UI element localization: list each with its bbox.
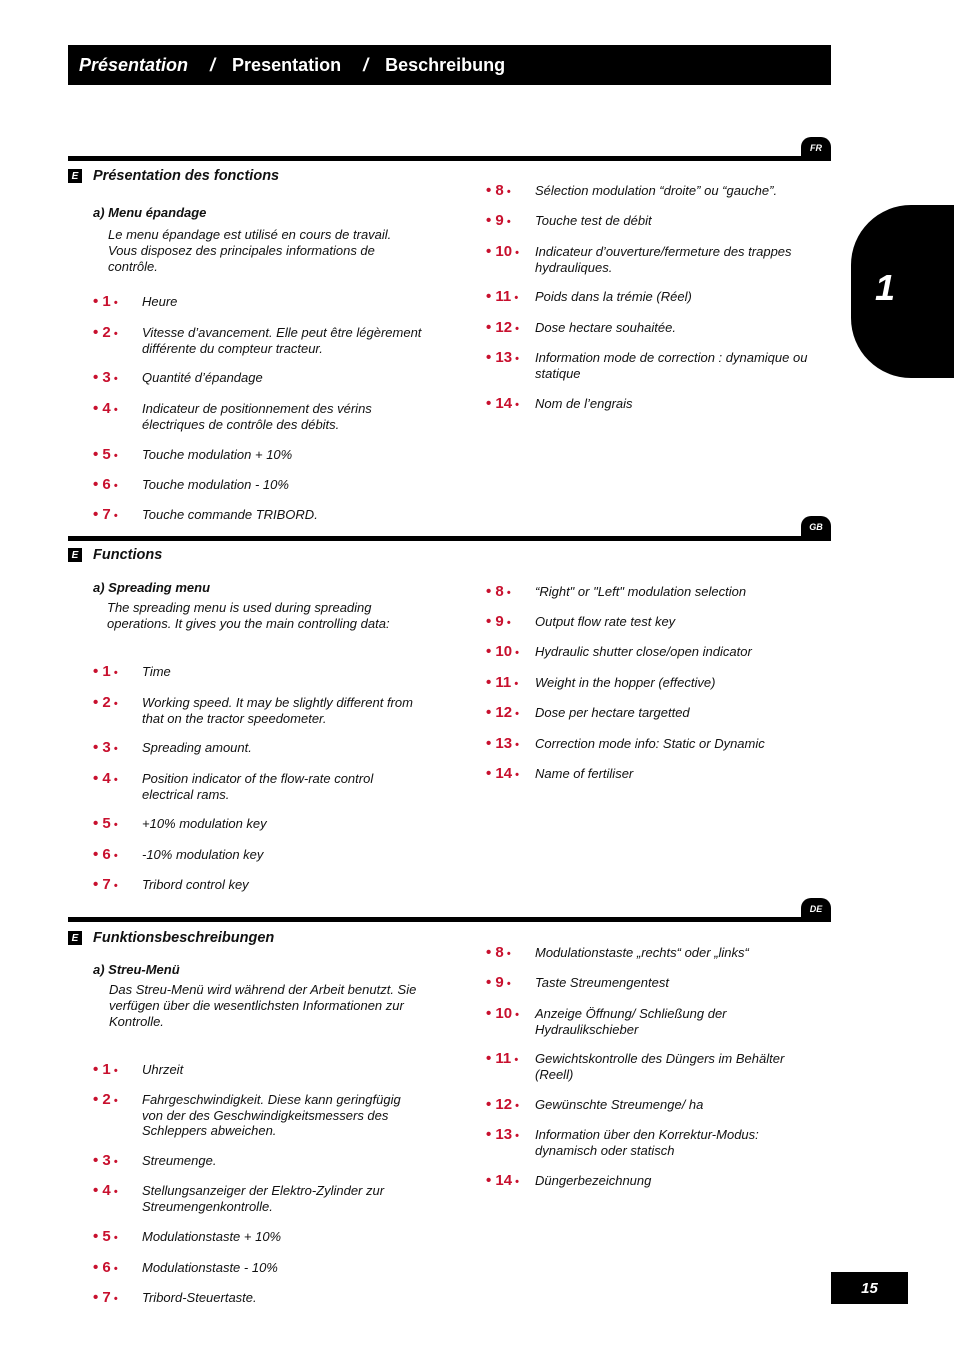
item-number: [93, 477, 142, 494]
bullet-icon: •: [110, 450, 118, 462]
header-title-gb: Presentation: [232, 54, 342, 75]
item-number-value: 4: [102, 770, 111, 787]
item-number-value: 1: [102, 293, 111, 310]
item-text: Taste Streumengentest: [535, 975, 669, 990]
section-title-de: [68, 930, 274, 946]
list-item: [486, 945, 815, 962]
item-text: Modulationstaste „rechts“ oder „links“: [535, 945, 749, 960]
list-item: [486, 1097, 815, 1114]
list-item: [486, 705, 815, 722]
bullet-icon: •: [486, 1096, 496, 1113]
bullet-icon: •: [486, 735, 496, 752]
list-item: [93, 771, 422, 802]
bullet-icon: •: [110, 1156, 118, 1168]
list-item: [93, 1062, 422, 1079]
e-box-icon: E: [68, 169, 82, 183]
item-text: Correction mode info: Static or Dynamic: [535, 736, 765, 751]
page-number: 15: [831, 1272, 908, 1304]
bullet-icon: •: [486, 704, 496, 721]
bullet-icon: •: [110, 480, 118, 492]
item-number: [93, 401, 142, 418]
item-text: Sélection modulation “droite” ou “gauche”.: [535, 183, 778, 198]
bullet-icon: •: [512, 647, 520, 659]
item-number: [93, 771, 142, 788]
item-number: [93, 816, 142, 833]
bullet-icon: •: [512, 1130, 520, 1142]
item-text: -10% modulation key: [142, 847, 264, 862]
bullet-icon: •: [93, 324, 103, 341]
item-number-value: 1: [102, 1061, 111, 1078]
list-item: [93, 370, 422, 387]
section-rule: [68, 156, 831, 161]
item-number: [486, 614, 535, 631]
item-number-value: 11: [495, 674, 512, 691]
list-item: [486, 614, 815, 631]
item-number: [93, 740, 142, 757]
item-number-value: 7: [102, 1289, 111, 1306]
bullet-icon: •: [110, 373, 118, 385]
bullet-icon: •: [93, 293, 103, 310]
list-item: [93, 740, 422, 757]
item-text: Hydraulic shutter close/open indicator: [535, 644, 752, 659]
item-number-value: 2: [102, 1091, 111, 1108]
item-number-value: 6: [102, 846, 111, 863]
item-number-value: 3: [102, 739, 111, 756]
item-text: Gewünschte Streumenge/ ha: [535, 1097, 704, 1112]
item-number: [93, 877, 142, 894]
item-number-value: 5: [102, 815, 111, 832]
item-number: [93, 1062, 142, 1079]
bullet-icon: •: [110, 328, 118, 340]
section-rule: [68, 917, 831, 922]
list-item: [486, 1127, 815, 1158]
list-item: [93, 1153, 422, 1170]
item-text: Dose per hectare targetted: [535, 705, 690, 720]
bullet-icon: •: [503, 948, 511, 960]
header-bar: [68, 45, 831, 85]
item-text: Poids dans la trémie (Réel): [535, 289, 692, 304]
item-number: [93, 447, 142, 464]
item-number: [93, 370, 142, 387]
item-text: Gewichtskontrolle des Düngers im Behälter (Reell): [535, 1051, 785, 1082]
list-item: [486, 1006, 815, 1037]
bullet-icon: •: [93, 446, 103, 463]
lang-badge-gb: GB: [801, 516, 831, 537]
item-number-value: 2: [102, 324, 111, 341]
bullet-icon: •: [512, 247, 520, 259]
item-text: Touche modulation + 10%: [142, 447, 293, 462]
bullet-icon: •: [93, 694, 103, 711]
bullet-icon: •: [486, 1126, 496, 1143]
chapter-number: 1: [875, 267, 896, 308]
bullet-icon: •: [503, 186, 511, 198]
section-title-fr: [68, 168, 279, 184]
bullet-icon: •: [110, 1293, 118, 1305]
bullet-icon: •: [512, 323, 520, 335]
item-text: Düngerbezeichnung: [535, 1173, 652, 1188]
bullet-icon: •: [486, 182, 496, 199]
bullet-icon: •: [110, 1065, 118, 1077]
bullet-icon: •: [512, 399, 520, 411]
item-text: Time: [142, 664, 171, 679]
item-number: [93, 1260, 142, 1277]
header-separator: /: [210, 54, 216, 75]
bullet-icon: •: [93, 739, 103, 756]
bullet-icon: •: [110, 510, 118, 522]
item-text: Fahrgeschwindigkeit. Diese kann geringfügig von der des Geschwindigkeitsmessers des Schleppers abweichen.: [142, 1092, 401, 1138]
item-text: Quantité d’épandage: [142, 370, 263, 385]
e-box-icon: E: [68, 548, 82, 562]
bullet-icon: •: [93, 663, 103, 680]
item-text: Information mode de correction : dynamique ou statique: [535, 350, 808, 381]
bullet-icon: •: [486, 643, 496, 660]
bullet-icon: •: [486, 349, 496, 366]
item-number: [93, 664, 142, 681]
item-number-value: 5: [102, 446, 111, 463]
list-item: [486, 396, 815, 413]
item-number-value: 4: [102, 1182, 111, 1199]
item-text: Modulationstaste - 10%: [142, 1260, 278, 1275]
item-number: [93, 325, 142, 342]
list-item: [93, 1183, 422, 1214]
item-number: [486, 1051, 535, 1068]
intro-fr: Le menu épandage est utilisé en cours de travail. Vous disposez des principales informations de contrôle.: [108, 227, 392, 274]
list-item: [93, 1260, 422, 1277]
list-item: [486, 350, 815, 381]
list-item: [486, 975, 815, 992]
item-number-value: 13: [495, 1126, 513, 1143]
bullet-icon: •: [93, 770, 103, 787]
list-item: [93, 477, 422, 494]
bullet-icon: •: [512, 1009, 520, 1021]
item-number-value: 13: [495, 349, 513, 366]
list-item: [93, 877, 422, 894]
list-item: [486, 644, 815, 661]
list-item: [486, 289, 815, 306]
item-number-value: 10: [495, 1005, 513, 1022]
header-title-de: Beschreibung: [385, 54, 506, 75]
list-item: [486, 320, 815, 337]
bullet-icon: •: [486, 765, 496, 782]
bullet-icon: •: [93, 369, 103, 386]
item-number-value: 6: [102, 476, 111, 493]
bullet-icon: •: [93, 846, 103, 863]
item-number: [486, 975, 535, 992]
bullet-icon: •: [486, 1005, 496, 1022]
intro-gb: The spreading menu is used during spreading operations. It gives you the main controlling data:: [107, 600, 390, 631]
item-number-value: 12: [495, 319, 513, 336]
e-box-icon: E: [68, 931, 82, 945]
list-item: [93, 1290, 422, 1307]
bullet-icon: •: [486, 974, 496, 991]
list-item: [486, 183, 815, 200]
item-text: Spreading amount.: [142, 740, 252, 755]
bullet-icon: •: [511, 292, 519, 304]
subsection-title-de: a) Streu-Menü: [93, 962, 180, 977]
bullet-icon: •: [486, 395, 496, 412]
item-number-value: 10: [495, 243, 513, 260]
bullet-icon: •: [110, 698, 118, 710]
item-number: [486, 1127, 535, 1144]
item-text: Heure: [142, 294, 178, 309]
item-text: +10% modulation key: [142, 816, 267, 831]
chapter-tab: [851, 205, 954, 378]
item-text: Vitesse d’avancement. Elle peut être légèrement différente du compteur tracteur.: [142, 325, 422, 356]
list-item: [93, 294, 422, 311]
list-item: [486, 1051, 815, 1082]
item-number: [486, 644, 535, 661]
item-text: Name of fertiliser: [535, 766, 634, 781]
list-item: [93, 1092, 422, 1139]
list-item: [486, 213, 815, 230]
item-number-value: 6: [102, 1259, 111, 1276]
item-number: [93, 1092, 142, 1109]
item-number-value: 12: [495, 1096, 513, 1113]
list-item: [93, 447, 422, 464]
bullet-icon: •: [486, 288, 496, 305]
list-item: [486, 584, 815, 601]
bullet-icon: •: [110, 743, 118, 755]
item-text: “Right" or "Left" modulation selection: [535, 584, 747, 599]
item-number: [486, 766, 535, 783]
list-item: [486, 766, 815, 783]
item-text: Touche commande TRIBORD.: [142, 507, 318, 522]
bullet-icon: •: [110, 1186, 118, 1198]
item-text: Streumenge.: [142, 1153, 217, 1168]
item-text: Working speed. It may be slightly different from that on the tractor speedometer.: [142, 695, 413, 726]
list-item: [486, 1173, 815, 1190]
bullet-icon: •: [503, 216, 511, 228]
item-number-value: 13: [495, 735, 513, 752]
item-number: [486, 350, 535, 367]
bullet-icon: •: [110, 880, 118, 892]
item-number: [486, 1006, 535, 1023]
item-number: [486, 675, 535, 692]
item-number-value: 4: [102, 400, 111, 417]
section-title-text: Présentation des fonctions: [93, 168, 280, 184]
list-item: [93, 325, 422, 356]
item-text: Tribord-Steuertaste.: [142, 1290, 257, 1305]
intro-de: Das Streu-Menü wird während der Arbeit benutzt. Sie verfügen über die wesentlichsten Informationen zur Kontrolle.: [109, 982, 417, 1029]
bullet-icon: •: [511, 678, 519, 690]
list-item: [93, 401, 422, 432]
bullet-icon: •: [110, 404, 118, 416]
bullet-icon: •: [503, 617, 511, 629]
bullet-icon: •: [511, 1054, 519, 1066]
item-number-value: 14: [495, 765, 513, 782]
bullet-icon: •: [93, 1061, 103, 1078]
item-number: [486, 736, 535, 753]
bullet-icon: •: [93, 1228, 103, 1245]
header-title-fr: Présentation: [79, 54, 189, 75]
item-number-value: 8: [495, 944, 504, 961]
bullet-icon: •: [486, 944, 496, 961]
item-text: Nom de l’engrais: [535, 396, 633, 411]
bullet-icon: •: [503, 978, 511, 990]
list-item: [93, 664, 422, 681]
item-number-value: 7: [102, 506, 111, 523]
item-text: Touche modulation - 10%: [142, 477, 289, 492]
list-item: [486, 244, 815, 275]
lang-badge-fr: FR: [801, 137, 831, 158]
bullet-icon: •: [93, 876, 103, 893]
item-number: [93, 1153, 142, 1170]
item-text: Information über den Korrektur-Modus: dynamisch oder statisch: [535, 1127, 759, 1158]
list-item: [93, 816, 422, 833]
bullet-icon: •: [110, 819, 118, 831]
bullet-icon: •: [110, 1263, 118, 1275]
subsection-title-fr: a) Menu épandage: [93, 205, 207, 220]
item-number-value: 9: [495, 212, 504, 229]
item-number-value: 9: [495, 974, 504, 991]
item-number: [486, 183, 535, 200]
bullet-icon: •: [486, 1050, 496, 1067]
section-rule: [68, 536, 831, 541]
item-number-value: 8: [495, 583, 504, 600]
bullet-icon: •: [93, 815, 103, 832]
item-number-value: 3: [102, 1152, 111, 1169]
bullet-icon: •: [486, 212, 496, 229]
item-number-value: 9: [495, 613, 504, 630]
bullet-icon: •: [93, 1182, 103, 1199]
item-number: [486, 1173, 535, 1190]
item-number: [486, 320, 535, 337]
item-number-value: 14: [495, 395, 513, 412]
bullet-icon: •: [93, 476, 103, 493]
list-item: [93, 507, 422, 524]
item-number: [93, 1183, 142, 1200]
section-title-gb: [68, 547, 162, 563]
bullet-icon: •: [512, 1100, 520, 1112]
item-text: Indicateur de positionnement des vérins électriques de contrôle des débits.: [142, 401, 372, 432]
item-number: [486, 945, 535, 962]
list-item: [93, 1229, 422, 1246]
item-number: [486, 213, 535, 230]
header-separator: /: [363, 54, 369, 75]
item-number: [486, 1097, 535, 1114]
item-text: Indicateur d’ouverture/fermeture des trappes hydrauliques.: [535, 244, 792, 275]
bullet-icon: •: [486, 674, 496, 691]
section-title-text: Functions: [93, 547, 163, 563]
item-number: [93, 847, 142, 864]
bullet-icon: •: [110, 667, 118, 679]
item-text: Tribord control key: [142, 877, 249, 892]
bullet-icon: •: [110, 774, 118, 786]
item-text: Position indicator of the flow-rate control electrical rams.: [142, 771, 374, 802]
item-number-value: 1: [102, 663, 111, 680]
item-text: Weight in the hopper (effective): [535, 675, 716, 690]
bullet-icon: •: [486, 1172, 496, 1189]
bullet-icon: •: [512, 769, 520, 781]
item-number: [486, 705, 535, 722]
item-number-value: 3: [102, 369, 111, 386]
bullet-icon: •: [486, 319, 496, 336]
item-number: [93, 1290, 142, 1307]
list-item: [486, 675, 815, 692]
item-number: [93, 695, 142, 712]
bullet-icon: •: [93, 1152, 103, 1169]
item-text: Output flow rate test key: [535, 614, 676, 629]
list-item: [93, 847, 422, 864]
item-number-value: 11: [495, 1050, 512, 1067]
item-number: [93, 294, 142, 311]
item-number-value: 14: [495, 1172, 513, 1189]
bullet-icon: •: [512, 708, 520, 720]
item-number-value: 11: [495, 288, 512, 305]
lang-badge-de: DE: [801, 898, 831, 919]
item-number-value: 12: [495, 704, 513, 721]
bullet-icon: •: [110, 1095, 118, 1107]
bullet-icon: •: [486, 243, 496, 260]
item-text: Touche test de débit: [535, 213, 652, 228]
bullet-icon: •: [110, 297, 118, 309]
list-item: [93, 695, 422, 726]
item-number-value: 7: [102, 876, 111, 893]
bullet-icon: •: [503, 587, 511, 599]
bullet-icon: •: [486, 583, 496, 600]
list-item: [486, 736, 815, 753]
item-text: Dose hectare souhaitée.: [535, 320, 676, 335]
bullet-icon: •: [512, 353, 520, 365]
item-number: [93, 507, 142, 524]
bullet-icon: •: [93, 1091, 103, 1108]
item-number: [486, 244, 535, 261]
bullet-icon: •: [512, 739, 520, 751]
item-number: [486, 396, 535, 413]
item-text: Stellungsanzeiger der Elektro-Zylinder zur Streumengenkontrolle.: [142, 1183, 385, 1214]
item-number: [93, 1229, 142, 1246]
item-number-value: 5: [102, 1228, 111, 1245]
bullet-icon: •: [93, 400, 103, 417]
item-text: Uhrzeit: [142, 1062, 184, 1077]
bullet-icon: •: [110, 1232, 118, 1244]
bullet-icon: •: [93, 1259, 103, 1276]
item-number-value: 10: [495, 643, 513, 660]
bullet-icon: •: [110, 850, 118, 862]
item-number-value: 2: [102, 694, 111, 711]
section-title-text: Funktionsbeschreibungen: [93, 930, 275, 946]
bullet-icon: •: [93, 1289, 103, 1306]
item-number: [486, 289, 535, 306]
item-text: Modulationstaste + 10%: [142, 1229, 282, 1244]
bullet-icon: •: [512, 1176, 520, 1188]
bullet-icon: •: [486, 613, 496, 630]
item-number-value: 8: [495, 182, 504, 199]
item-number: [486, 584, 535, 601]
bullet-icon: •: [93, 506, 103, 523]
item-text: Anzeige Öffnung/ Schließung der Hydraulikschieber: [535, 1006, 727, 1037]
subsection-title-gb: a) Spreading menu: [93, 580, 211, 595]
